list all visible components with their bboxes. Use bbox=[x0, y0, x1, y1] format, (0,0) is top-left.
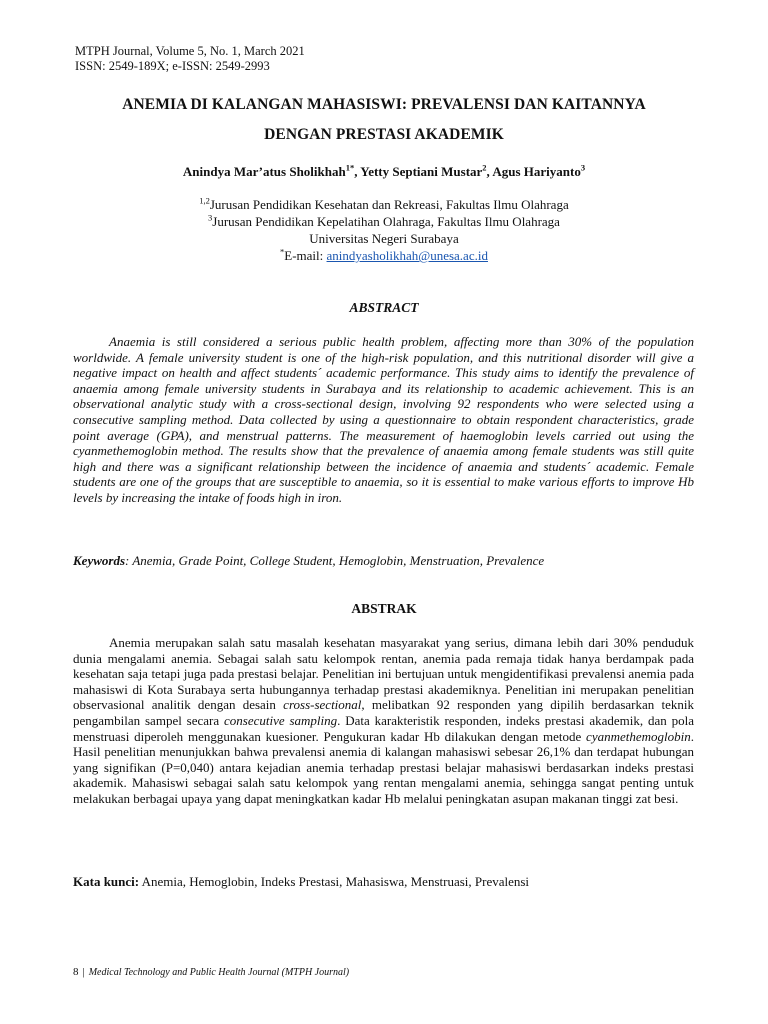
keywords-label: Keywords bbox=[73, 553, 125, 568]
footer-separator: | bbox=[82, 966, 85, 978]
journal-volume-line: MTPH Journal, Volume 5, No. 1, March 2021 bbox=[75, 44, 305, 58]
journal-header bbox=[75, 44, 305, 74]
corresponding-marker: * bbox=[280, 246, 285, 257]
abstrak-text bbox=[73, 635, 694, 807]
abstrak-text-part: Anemia merupakan salah satu masalah kesehatan masyarakat yang serius, dimana lebih dari 30% penduduk dunia mengalami anemia. Sebagai salah satu kelompok rentan, anemia pada remaja tidak hanya berdampak pada kesehatan saja tetapi juga pada prestasi belajar. Penelitian ini bertujuan untuk mengidentifikasi prevalensi anemia pada mahasiswi di Kota Surabaya serta hubungannya terhadap prestasi akademiknya. Penelitian ini merupakan penelitian observasional analitik dengan desain bbox=[73, 635, 694, 713]
author-affiliation-marker: 2 bbox=[482, 162, 487, 173]
abstract-text: Anaemia is still considered a serious public health problem, affecting more than 30% of the population worldwide. A female university student is one of the high-risk population, and this nutritional disorder will give a negative impact on health and affect students´ academic performance. This study aims to identify the prevalence of anaemia among female university students in Surabaya and its relationship to academic achievement. This is an observational analytic study with a cross-sectional design, involving 92 respondents who were selected using a consecutive sampling method. Data collected by using a questionnaire to obtain respondent characteristics, grade point average (GPA), and menstrual patterns. The measurement of haemoglobin levels carried out using the cyanmethemoglobin method. The results show that the prevalence of anaemia among female students was still quite high and there was a significant relationship between the incidence of anaemia and students´ academic. Female students are one of the groups that are susceptible to anaemia, so it is essential to make various efforts to improve Hb levels by increasing the intake of foods high in iron. bbox=[73, 334, 694, 505]
paper-title-line-2: DENGAN PRESTASI AKADEMIK bbox=[264, 126, 504, 143]
paper-title bbox=[60, 90, 708, 150]
paper-title-line-1: ANEMIA DI KALANGAN MAHASISWI: PREVALENSI DAN KAITANNYA bbox=[122, 96, 646, 113]
page-footer bbox=[73, 965, 349, 980]
page-number: 8 bbox=[73, 966, 79, 978]
abstrak-heading: ABSTRAK bbox=[351, 601, 417, 616]
email-line bbox=[60, 247, 708, 264]
abstract-keywords bbox=[73, 553, 694, 569]
affiliation-marker: 1,2 bbox=[199, 195, 210, 206]
abstrak-keywords bbox=[73, 874, 694, 890]
kata-kunci-list: Anemia, Hemoglobin, Indeks Prestasi, Mahasiswa, Menstruasi, Prevalensi bbox=[139, 874, 530, 889]
footer-journal-name: Medical Technology and Public Health Journal (MTPH Journal) bbox=[88, 967, 350, 978]
author-separator: , bbox=[486, 164, 493, 179]
affiliations bbox=[60, 196, 708, 264]
abstrak-text-part: melibatkan 92 responden yang dipilih berdasarkan teknik pengambilan sampel secara bbox=[73, 697, 694, 728]
author-name: Anindya Mar’atus Sholikhah bbox=[182, 164, 346, 179]
email-link[interactable]: anindyasholikhah@unesa.ac.id bbox=[326, 248, 488, 263]
abstrak-text-part: . Data karakteristik responden, indeks prestasi akademik, dan pola menstruasi diperoleh menggunakan kuesioner. Pengukuran kadar Hb dilakukan dengan metode bbox=[73, 712, 694, 744]
kata-kunci-label: Kata kunci: bbox=[73, 874, 140, 889]
author-separator: , bbox=[354, 164, 361, 179]
author-affiliation-marker: 3 bbox=[580, 162, 586, 173]
author-name: Yetty Septiani Mustar bbox=[360, 164, 483, 179]
affiliation-marker: 3 bbox=[208, 212, 213, 223]
affiliation-1 bbox=[60, 196, 708, 213]
abstrak-term: consecutive sampling bbox=[224, 712, 338, 728]
journal-issn-line: ISSN: 2549-189X; e-ISSN: 2549-2993 bbox=[75, 59, 270, 73]
abstrak-term: cyanmethemoglobin bbox=[586, 728, 691, 744]
affiliation-2 bbox=[60, 213, 708, 230]
email-label: E-mail: bbox=[284, 248, 327, 263]
university: Universitas Negeri Surabaya bbox=[309, 231, 459, 246]
affiliation-text: Jurusan Pendidikan Kepelatihan Olahraga, Fakultas Ilmu Olahraga bbox=[212, 214, 560, 229]
abstract-heading: ABSTRACT bbox=[349, 300, 419, 315]
author-name: Agus Hariyanto bbox=[492, 164, 581, 179]
abstrak-text-part: . Hasil penelitian menunjukkan bahwa prevalensi anemia di kalangan mahasiswi sebesar 26,1% dan terdapat hubungan yang signifikan (P=0,040) antara kejadian anemia terhadap prestasi belajar mahasiswi berdasarkan indeks prestasi akademik. Mahasiswi sebagai salah satu kelompok yang rentan mengalami anemia, sehingga sangat penting untuk melakukan berbagai upaya yang dapat meningkatkan kadar Hb melalui peningkatan asupan makanan tinggi zat besi. bbox=[73, 728, 694, 806]
author-list bbox=[60, 163, 708, 181]
keywords-list: : Anemia, Grade Point, College Student, Hemoglobin, Menstruation, Prevalence bbox=[125, 553, 545, 568]
affiliation-text: Jurusan Pendidikan Kesehatan dan Rekreasi, Fakultas Ilmu Olahraga bbox=[209, 197, 569, 212]
abstrak-term: cross-sectional, bbox=[283, 697, 365, 713]
author-affiliation-marker: 1* bbox=[345, 162, 355, 173]
